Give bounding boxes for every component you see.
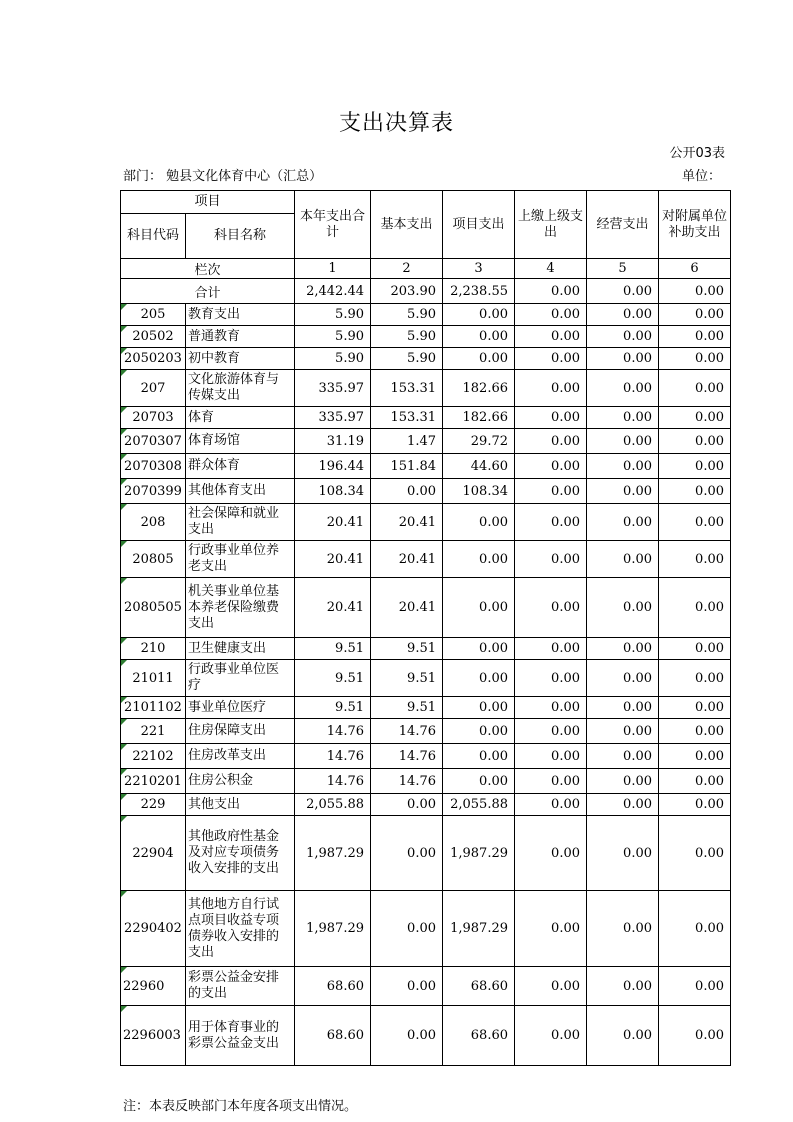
amount-cell: 153.31 <box>371 407 443 429</box>
amount-cell: 0.00 <box>515 326 587 348</box>
unit-label: 单位： <box>681 169 721 184</box>
amount-cell: 1,987.29 <box>443 816 515 891</box>
amount-cell: 0.00 <box>371 816 443 891</box>
amount-cell: 0.00 <box>659 660 731 697</box>
amount-cell: 5.90 <box>371 348 443 370</box>
table-row <box>121 348 731 370</box>
header-project: 项目支出 <box>443 191 515 259</box>
total-row-label: 合计 <box>121 279 295 304</box>
subject-name: 体育 <box>186 407 295 429</box>
subject-code: 2070308 <box>121 454 186 479</box>
column-index-cell: 1 <box>295 259 371 279</box>
amount-cell: 0.00 <box>515 1006 587 1066</box>
amount-cell: 0.00 <box>587 429 659 454</box>
table-row <box>121 697 731 719</box>
amount-cell: 0.00 <box>587 578 659 638</box>
table-row <box>121 638 731 660</box>
amount-cell: 0.00 <box>515 454 587 479</box>
amount-cell: 0.00 <box>659 578 731 638</box>
amount-cell: 182.66 <box>443 370 515 407</box>
amount-cell: 68.60 <box>295 1006 371 1066</box>
table-row <box>121 541 731 578</box>
header-total: 本年支出合计 <box>295 191 371 259</box>
subject-name: 事业单位医疗 <box>186 697 295 719</box>
subject-code: 205 <box>121 304 186 326</box>
amount-cell: 335.97 <box>295 407 371 429</box>
amount-cell: 0.00 <box>659 407 731 429</box>
amount-cell: 0.00 <box>443 638 515 660</box>
amount-cell: 0.00 <box>443 541 515 578</box>
amount-cell: 0.00 <box>659 326 731 348</box>
footnote: 注：本表反映部门本年度各项支出情况。 <box>123 1099 358 1114</box>
total-row-cell: 0.00 <box>659 279 731 304</box>
amount-cell: 9.51 <box>295 660 371 697</box>
amount-cell: 9.51 <box>371 638 443 660</box>
amount-cell: 0.00 <box>659 816 731 891</box>
table-row <box>121 967 731 1006</box>
amount-cell: 9.51 <box>295 697 371 719</box>
amount-cell: 14.76 <box>295 769 371 794</box>
amount-cell: 0.00 <box>371 1006 443 1066</box>
amount-cell: 0.00 <box>659 769 731 794</box>
amount-cell: 20.41 <box>295 541 371 578</box>
subject-name: 初中教育 <box>186 348 295 370</box>
amount-cell: 5.90 <box>371 326 443 348</box>
header-name: 科目名称 <box>186 214 295 259</box>
amount-cell: 0.00 <box>659 304 731 326</box>
amount-cell: 0.00 <box>515 407 587 429</box>
amount-cell: 0.00 <box>515 660 587 697</box>
subject-name: 社会保障和就业支出 <box>186 504 295 541</box>
subject-code: 207 <box>121 370 186 407</box>
amount-cell: 0.00 <box>587 541 659 578</box>
amount-cell: 5.90 <box>295 326 371 348</box>
amount-cell: 9.51 <box>371 697 443 719</box>
amount-cell: 0.00 <box>443 660 515 697</box>
amount-cell: 0.00 <box>515 719 587 744</box>
subject-code: 2296003 <box>121 1006 186 1066</box>
amount-cell: 0.00 <box>587 304 659 326</box>
table-row <box>121 578 731 638</box>
subject-code: 2050203 <box>121 348 186 370</box>
amount-cell: 0.00 <box>587 816 659 891</box>
amount-cell: 182.66 <box>443 407 515 429</box>
amount-cell: 0.00 <box>515 769 587 794</box>
amount-cell: 68.60 <box>443 1006 515 1066</box>
subject-code: 2210201 <box>121 769 186 794</box>
table-row <box>121 429 731 454</box>
department-label: 部门： 勉县文化体育中心（汇总） <box>123 169 323 184</box>
table-row <box>121 326 731 348</box>
subject-code: 2290402 <box>121 891 186 967</box>
report-title: 支出决算表 <box>338 111 454 136</box>
subject-code: 2080505 <box>121 578 186 638</box>
amount-cell: 5.90 <box>371 304 443 326</box>
amount-cell: 14.76 <box>371 769 443 794</box>
amount-cell: 0.00 <box>443 697 515 719</box>
table-row <box>121 370 731 407</box>
amount-cell: 153.31 <box>371 370 443 407</box>
subject-code: 20502 <box>121 326 186 348</box>
amount-cell: 0.00 <box>587 454 659 479</box>
amount-cell: 0.00 <box>515 370 587 407</box>
subject-code: 20703 <box>121 407 186 429</box>
subject-name: 教育支出 <box>186 304 295 326</box>
amount-cell: 0.00 <box>587 326 659 348</box>
table-row <box>121 504 731 541</box>
subject-name: 行政事业单位养老支出 <box>186 541 295 578</box>
amount-cell: 1.47 <box>371 429 443 454</box>
table-row <box>121 891 731 967</box>
amount-cell: 0.00 <box>515 348 587 370</box>
amount-cell: 0.00 <box>587 479 659 504</box>
total-row-cell: 2,238.55 <box>443 279 515 304</box>
header-item: 项目 <box>121 191 295 214</box>
column-index-cell: 4 <box>515 259 587 279</box>
subject-code: 22102 <box>121 744 186 769</box>
subject-name: 文化旅游体育与传媒支出 <box>186 370 295 407</box>
amount-cell: 1,987.29 <box>443 891 515 967</box>
subject-name: 行政事业单位医疗 <box>186 660 295 697</box>
subject-name: 机关事业单位基本养老保险缴费支出 <box>186 578 295 638</box>
amount-cell: 0.00 <box>515 816 587 891</box>
subject-name: 用于体育事业的彩票公益金支出 <box>186 1006 295 1066</box>
table-row <box>121 719 731 744</box>
amount-cell: 0.00 <box>443 769 515 794</box>
amount-cell: 0.00 <box>659 744 731 769</box>
subject-name: 其他支出 <box>186 794 295 816</box>
amount-cell: 0.00 <box>515 578 587 638</box>
subject-code: 210 <box>121 638 186 660</box>
expenditure-rows <box>121 304 731 1066</box>
amount-cell: 0.00 <box>515 541 587 578</box>
table-row <box>121 304 731 326</box>
subject-code: 221 <box>121 719 186 744</box>
amount-cell: 0.00 <box>515 744 587 769</box>
amount-cell: 14.76 <box>295 744 371 769</box>
table-row <box>121 660 731 697</box>
amount-cell: 108.34 <box>295 479 371 504</box>
amount-cell: 0.00 <box>371 794 443 816</box>
amount-cell: 151.84 <box>371 454 443 479</box>
amount-cell: 0.00 <box>515 479 587 504</box>
subject-code: 2101102 <box>121 697 186 719</box>
subject-code: 229 <box>121 794 186 816</box>
amount-cell: 0.00 <box>659 719 731 744</box>
table-row <box>121 479 731 504</box>
amount-cell: 0.00 <box>587 769 659 794</box>
header-business: 经营支出 <box>587 191 659 259</box>
amount-cell: 0.00 <box>587 407 659 429</box>
subject-name: 住房保障支出 <box>186 719 295 744</box>
subject-code: 21011 <box>121 660 186 697</box>
column-index-cell: 3 <box>443 259 515 279</box>
header-subsidy: 对附属单位补助支出 <box>659 191 731 259</box>
amount-cell: 0.00 <box>515 504 587 541</box>
amount-cell: 44.60 <box>443 454 515 479</box>
subject-code: 208 <box>121 504 186 541</box>
amount-cell: 0.00 <box>587 891 659 967</box>
amount-cell: 20.41 <box>295 578 371 638</box>
column-index-label: 栏次 <box>121 259 295 279</box>
subject-code: 22960 <box>121 967 186 1006</box>
amount-cell: 0.00 <box>371 891 443 967</box>
amount-cell: 0.00 <box>443 504 515 541</box>
amount-cell: 0.00 <box>659 454 731 479</box>
amount-cell: 0.00 <box>659 504 731 541</box>
amount-cell: 0.00 <box>659 697 731 719</box>
subject-name: 卫生健康支出 <box>186 638 295 660</box>
amount-cell: 0.00 <box>659 348 731 370</box>
table-row <box>121 454 731 479</box>
amount-cell: 0.00 <box>587 1006 659 1066</box>
header-code: 科目代码 <box>121 214 186 259</box>
table-row <box>121 816 731 891</box>
subject-name: 群众体育 <box>186 454 295 479</box>
expenditure-table <box>120 190 731 1066</box>
amount-cell: 9.51 <box>295 638 371 660</box>
amount-cell: 0.00 <box>587 967 659 1006</box>
amount-cell: 20.41 <box>371 578 443 638</box>
amount-cell: 68.60 <box>295 967 371 1006</box>
amount-cell: 0.00 <box>659 1006 731 1066</box>
amount-cell: 0.00 <box>443 348 515 370</box>
table-row <box>121 1006 731 1066</box>
amount-cell: 0.00 <box>371 967 443 1006</box>
amount-cell: 0.00 <box>443 304 515 326</box>
header-basic: 基本支出 <box>371 191 443 259</box>
table-row <box>121 794 731 816</box>
amount-cell: 0.00 <box>659 429 731 454</box>
amount-cell: 0.00 <box>443 744 515 769</box>
subject-name: 彩票公益金安排的支出 <box>186 967 295 1006</box>
amount-cell: 0.00 <box>659 794 731 816</box>
amount-cell: 31.19 <box>295 429 371 454</box>
amount-cell: 0.00 <box>515 697 587 719</box>
subject-code: 20805 <box>121 541 186 578</box>
amount-cell: 0.00 <box>587 370 659 407</box>
subject-name: 住房改革支出 <box>186 744 295 769</box>
total-row-cell: 203.90 <box>371 279 443 304</box>
amount-cell: 0.00 <box>587 794 659 816</box>
amount-cell: 2,055.88 <box>295 794 371 816</box>
amount-cell: 0.00 <box>515 304 587 326</box>
amount-cell: 0.00 <box>515 891 587 967</box>
amount-cell: 5.90 <box>295 304 371 326</box>
subject-name: 体育场馆 <box>186 429 295 454</box>
subject-name: 其他体育支出 <box>186 479 295 504</box>
table-row <box>121 407 731 429</box>
amount-cell: 68.60 <box>443 967 515 1006</box>
amount-cell: 0.00 <box>587 744 659 769</box>
header-upper: 上缴上级支出 <box>515 191 587 259</box>
subject-name: 其他政府性基金及对应专项债务收入安排的支出 <box>186 816 295 891</box>
amount-cell: 0.00 <box>587 348 659 370</box>
amount-cell: 14.76 <box>295 719 371 744</box>
amount-cell: 1,987.29 <box>295 891 371 967</box>
amount-cell: 108.34 <box>443 479 515 504</box>
amount-cell: 0.00 <box>443 326 515 348</box>
amount-cell: 0.00 <box>659 891 731 967</box>
amount-cell: 0.00 <box>587 697 659 719</box>
amount-cell: 1,987.29 <box>295 816 371 891</box>
amount-cell: 0.00 <box>587 504 659 541</box>
subject-code: 2070307 <box>121 429 186 454</box>
subject-name: 住房公积金 <box>186 769 295 794</box>
amount-cell: 0.00 <box>443 578 515 638</box>
amount-cell: 0.00 <box>443 719 515 744</box>
column-index-cell: 2 <box>371 259 443 279</box>
amount-cell: 20.41 <box>371 541 443 578</box>
subject-code: 22904 <box>121 816 186 891</box>
amount-cell: 0.00 <box>659 967 731 1006</box>
total-row-cell: 0.00 <box>587 279 659 304</box>
total-row-cell: 0.00 <box>515 279 587 304</box>
column-index-cell: 5 <box>587 259 659 279</box>
amount-cell: 335.97 <box>295 370 371 407</box>
amount-cell: 0.00 <box>659 541 731 578</box>
amount-cell: 2,055.88 <box>443 794 515 816</box>
amount-cell: 0.00 <box>587 660 659 697</box>
amount-cell: 0.00 <box>587 638 659 660</box>
table-row <box>121 744 731 769</box>
amount-cell: 0.00 <box>515 638 587 660</box>
amount-cell: 0.00 <box>515 967 587 1006</box>
total-row-cell: 2,442.44 <box>295 279 371 304</box>
amount-cell: 20.41 <box>295 504 371 541</box>
form-number: 公开03表 <box>669 146 725 161</box>
amount-cell: 5.90 <box>295 348 371 370</box>
amount-cell: 196.44 <box>295 454 371 479</box>
amount-cell: 0.00 <box>659 479 731 504</box>
amount-cell: 14.76 <box>371 744 443 769</box>
column-index-cell: 6 <box>659 259 731 279</box>
amount-cell: 0.00 <box>515 429 587 454</box>
amount-cell: 0.00 <box>515 794 587 816</box>
amount-cell: 0.00 <box>659 370 731 407</box>
subject-name: 普通教育 <box>186 326 295 348</box>
subject-name: 其他地方自行试点项目收益专项债券收入安排的支出 <box>186 891 295 967</box>
table-row <box>121 769 731 794</box>
amount-cell: 29.72 <box>443 429 515 454</box>
subject-code: 2070399 <box>121 479 186 504</box>
amount-cell: 14.76 <box>371 719 443 744</box>
amount-cell: 20.41 <box>371 504 443 541</box>
amount-cell: 0.00 <box>371 479 443 504</box>
amount-cell: 0.00 <box>659 638 731 660</box>
amount-cell: 9.51 <box>371 660 443 697</box>
amount-cell: 0.00 <box>587 719 659 744</box>
